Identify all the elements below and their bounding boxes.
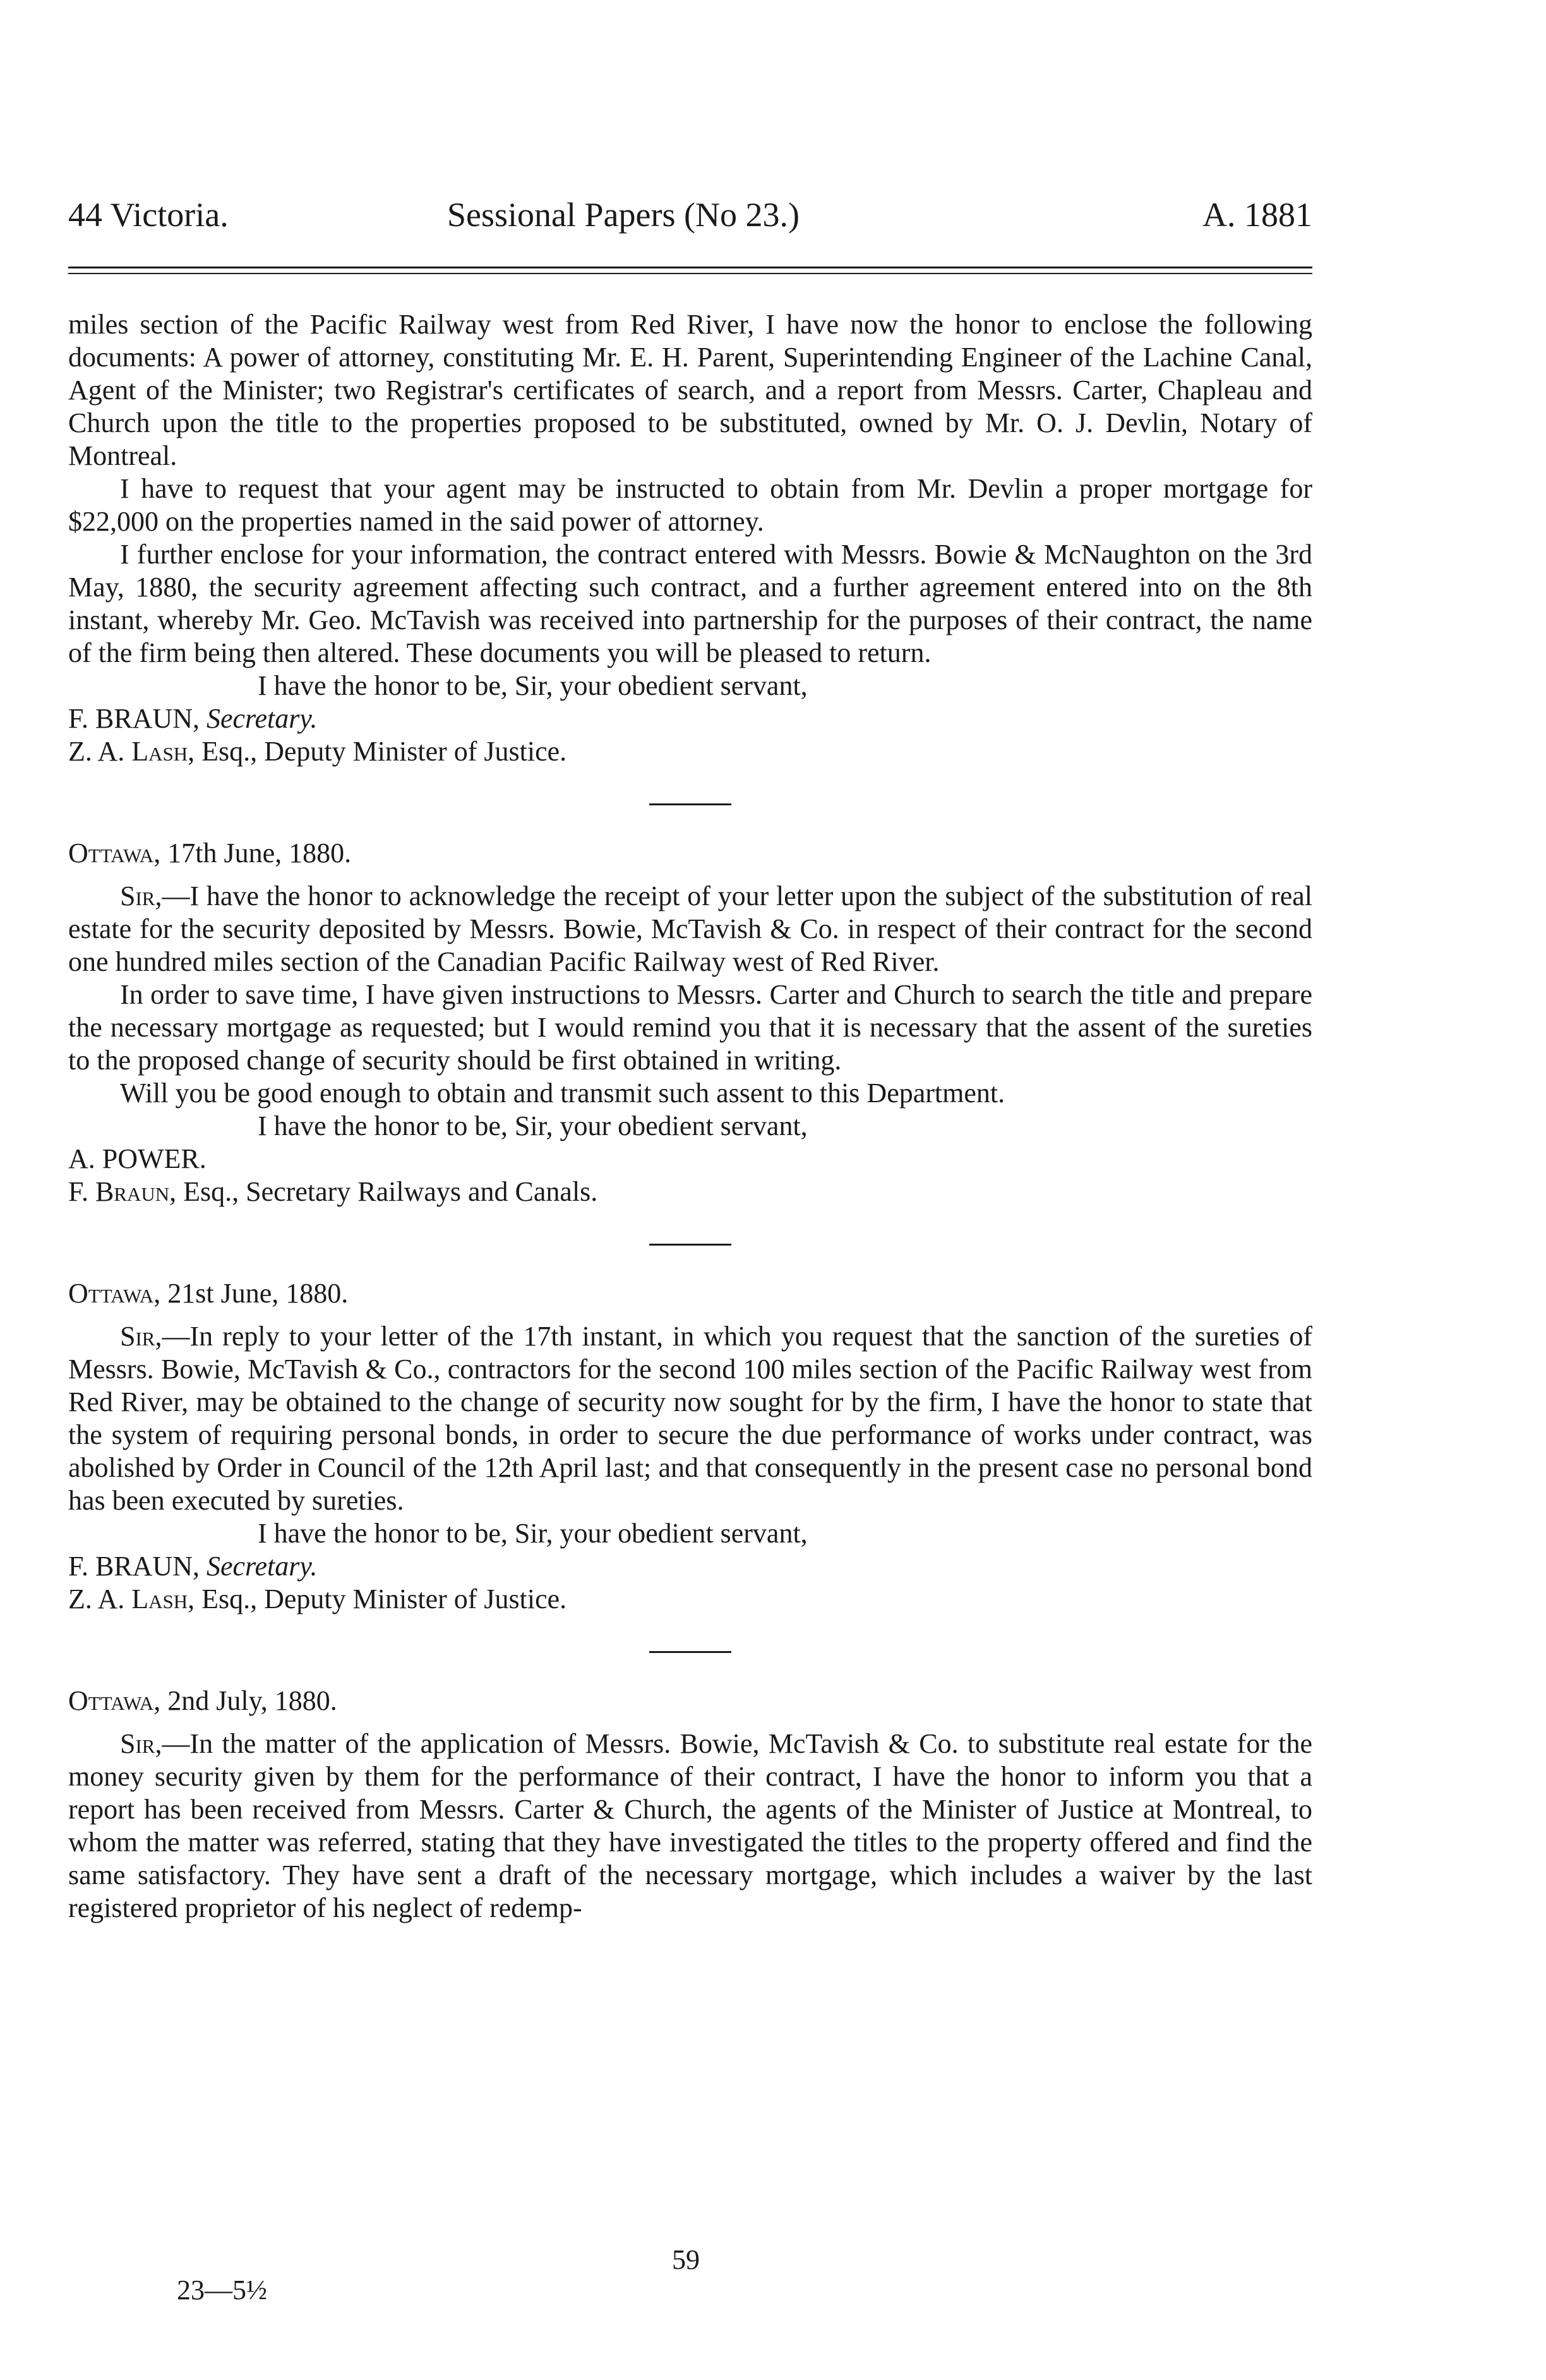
addressee-title: Esq., Secretary Railways and Canals. xyxy=(183,1176,598,1207)
paragraph-text: —In the matter of the application of Messrs. Bowie, McTavish & Co. to substitute real estate for the money security given by them for the performance of their contract, I have the honor to inform you that a report has been received from Messrs. Carter & Church, the agents of the Minister of Justice at Montreal, to whom the matter was referred, stating that they have investigated the titles to the property offered and find the same satisfactory. They have sent a draft of the necessary mortgage, which includes a waiver by the last registered proprietor of his neglect of redemp- xyxy=(68,1728,1312,1923)
sheet-signature-mark: 23—5½ xyxy=(177,2275,267,2305)
date-text: 17th June, 1880. xyxy=(167,838,352,868)
addressee-title: Esq., Deputy Minister of Justice. xyxy=(201,1584,567,1614)
letter-power-to-braun xyxy=(68,837,1312,1208)
letter-july-2 xyxy=(68,1685,1312,1925)
date-place: Ottawa, xyxy=(68,1278,161,1309)
closing-line: I have the honor to be, Sir, your obedient servant, xyxy=(258,1518,808,1549)
volume-label: 44 Victoria. xyxy=(68,196,229,234)
paragraph: miles section of the Pacific Railway west from Red River, I have now the honor to enclose the following documents: A power of attorney, constituting Mr. E. H. Parent, Superintending Engineer of the Lachine Canal, Agent of the Minister; two Registrar's certificates of search, and a report from Messrs. Carter, Chapleau and Church upon the title to the properties proposed to be substituted, owned by Mr. O. J. Devlin, Notary of Montreal. xyxy=(68,309,1312,471)
date-text: 2nd July, 1880. xyxy=(167,1685,337,1716)
signature-title: Secretary. xyxy=(206,703,318,734)
header-rule-thin xyxy=(68,273,1312,274)
letter-braun-to-lash-1 xyxy=(68,308,1312,768)
addressee-title: Esq., Deputy Minister of Justice. xyxy=(201,736,567,767)
page-number: 59 xyxy=(672,2244,700,2275)
salutation: Sir, xyxy=(120,1728,162,1759)
addressee xyxy=(68,1583,1312,1616)
date-text: 21st June, 1880. xyxy=(167,1278,349,1309)
paragraph: In order to save time, I have given instructions to Messrs. Carter and Church to search the title and prepare the necessary mortgage as requested; but I would remind you that it is necessary that the assent of the sureties to the proposed change of security should be first obtained in writing. xyxy=(68,979,1312,1076)
signature-name: F. BRAUN, xyxy=(68,703,200,734)
paragraph xyxy=(68,1728,1312,1925)
closing-line: I have the honor to be, Sir, your obedient servant, xyxy=(258,1110,808,1141)
signature-name: A. POWER. xyxy=(68,1143,207,1174)
signature xyxy=(68,1143,1312,1175)
addressee xyxy=(68,735,1312,768)
section-separator xyxy=(649,1244,731,1246)
signature xyxy=(68,702,1312,735)
addressee-name: Z. A. Lash, xyxy=(68,1584,195,1614)
addressee xyxy=(68,1175,1312,1208)
paragraph: I have to request that your agent may be instructed to obtain from Mr. Devlin a proper mortgage for $22,000 on the properties named in the said power of attorney. xyxy=(68,473,1312,537)
signature-name: F. BRAUN, xyxy=(68,1551,200,1582)
header-rule-thick xyxy=(68,267,1312,268)
salutation: Sir, xyxy=(120,880,162,911)
salutation: Sir, xyxy=(120,1321,162,1352)
signature xyxy=(68,1550,1312,1583)
letter-date xyxy=(68,837,1312,870)
addressee-name: F. Braun, xyxy=(68,1176,177,1207)
date-place: Ottawa, xyxy=(68,838,161,868)
section-separator xyxy=(649,803,731,805)
paragraph-text: —I have the honor to acknowledge the receipt of your letter upon the subject of the substitution of real estate for the security deposited by Messrs. Bowie, McTavish & Co. in respect of their contract for the second one hundred miles section of the Canadian Pacific Railway west of Red River. xyxy=(68,880,1312,977)
letter-date xyxy=(68,1685,1312,1717)
page-header xyxy=(68,189,1312,240)
paragraph xyxy=(68,1320,1312,1517)
paragraph: I further enclose for your information, the contract entered with Messrs. Bowie & McNaughton on the 3rd May, 1880, the security agreement affecting such contract, and a further agreement entered into on the 8th instant, whereby Mr. Geo. McTavish was received into partnership for the purposes of their contract, the name of the firm being then altered. These documents you will be pleased to return. xyxy=(68,539,1312,668)
signature-title: Secretary. xyxy=(206,1551,318,1582)
paragraph-text: —In reply to your letter of the 17th instant, in which you request that the sanction of the sureties of Messrs. Bowie, McTavish & Co., contractors for the second 100 miles section of the Pacific Railway west from Red River, may be obtained to the change of security now sought for by the firm, I have the honor to state that the system of requiring personal bonds, in order to secure the due performance of works under contract, was abolished by Order in Council of the 12th April last; and that consequently in the present case no personal bond has been executed by sureties. xyxy=(68,1321,1312,1516)
addressee-name: Z. A. Lash, xyxy=(68,736,195,767)
paragraph: Will you be good enough to obtain and transmit such assent to this Department. xyxy=(120,1078,1005,1109)
letter-braun-to-lash-2 xyxy=(68,1277,1312,1616)
year-label: A. 1881 xyxy=(1202,196,1312,234)
publication-title: Sessional Papers (No 23.) xyxy=(447,196,800,234)
closing-line: I have the honor to be, Sir, your obedient servant, xyxy=(258,670,808,701)
paragraph xyxy=(68,880,1312,978)
section-separator xyxy=(649,1651,731,1653)
date-place: Ottawa, xyxy=(68,1685,161,1716)
letter-date xyxy=(68,1277,1312,1310)
page-body xyxy=(68,308,1312,1925)
